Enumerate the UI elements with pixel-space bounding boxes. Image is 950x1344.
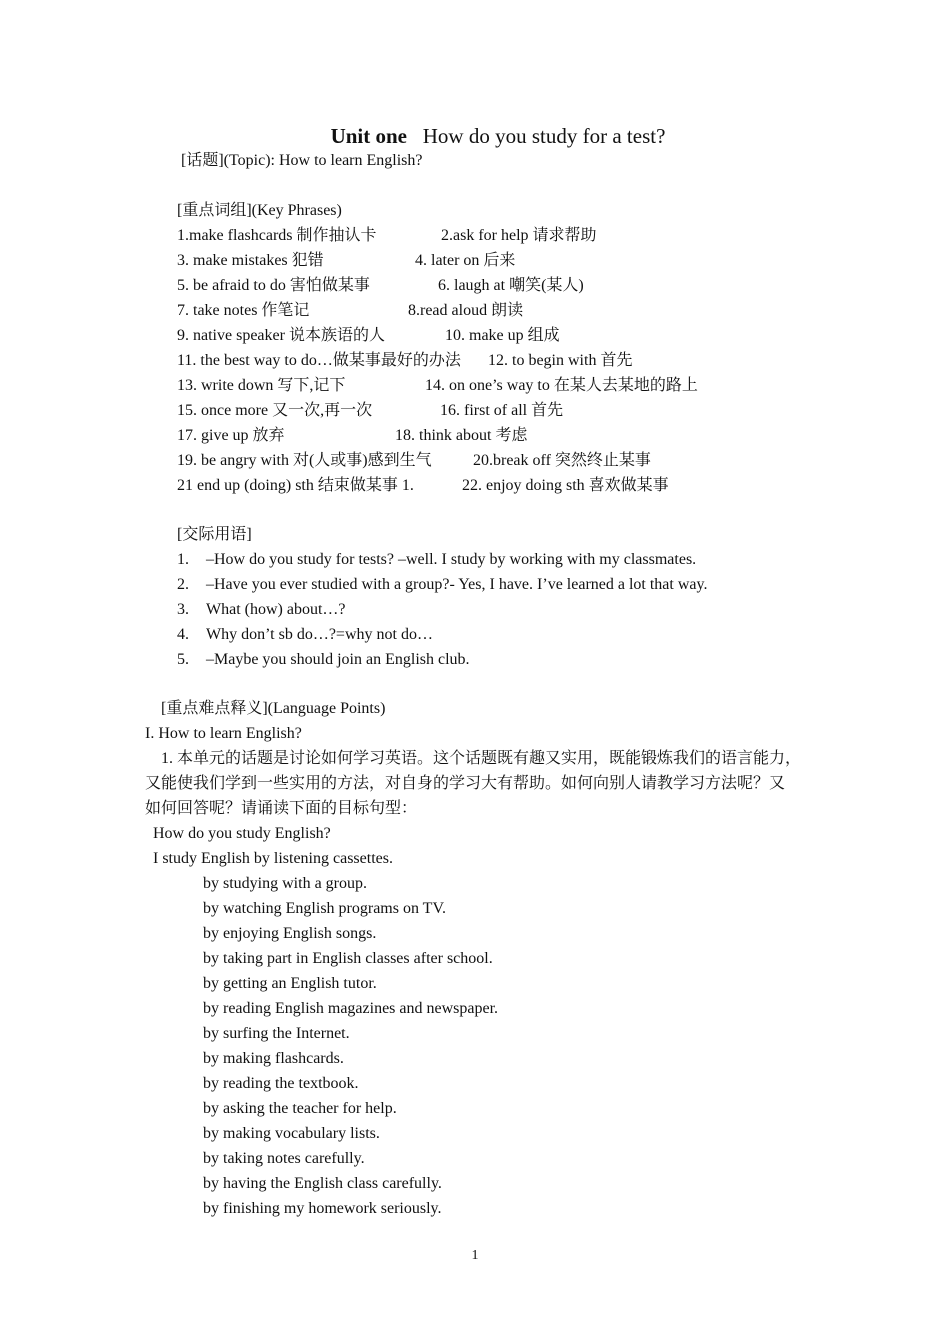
phrase-left: 9. native speaker 说本族语的人 [177,327,385,344]
phrase-right: 6. laugh at 嘲笑(某人) [438,277,584,294]
by-item: by asking the teacher for help. [203,1100,397,1117]
paragraph-line: 又能使我们学到一些实用的方法，对自身的学习大有帮助。如何向别人请教学习方法呢？又 [145,775,786,792]
by-item: by getting an English tutor. [203,975,377,992]
phrase-row [177,376,698,396]
by-item: by taking part in English classes after school. [203,950,493,967]
expression-item [177,550,697,570]
expression-number: 5. [177,651,189,668]
phrase-row [177,451,651,471]
phrase-right: 8.read aloud 朗读 [408,302,524,319]
phrase-row [177,326,560,346]
target-question: How do you study English? [153,825,331,842]
language-points-heading: [重点难点释义](Language Points) [161,700,386,717]
phrase-right: 2.ask for help 请求帮助 [441,227,597,244]
section-heading: I. How to learn English? [145,725,302,742]
expression-text: What (how) about…? [206,601,346,618]
expression-item [177,600,346,620]
by-item: by making vocabulary lists. [203,1125,380,1142]
title-unit: Unit one [330,124,408,148]
page-title [0,124,950,149]
phrase-right: 10. make up 组成 [445,327,560,344]
phrase-row [177,276,584,296]
phrase-row [177,251,516,271]
by-item: by surfing the Internet. [203,1025,350,1042]
by-item: by studying with a group. [203,875,367,892]
target-answer: I study English by listening cassettes. [153,850,393,867]
expression-text: –How do you study for tests? –well. I study by working with my classmates. [206,551,697,568]
phrase-right: 18. think about 考虑 [395,427,528,444]
phrase-left: 13. write down 写下,记下 [177,377,346,394]
by-item: by taking notes carefully. [203,1150,365,1167]
expression-number: 1. [177,551,189,568]
by-item: by finishing my homework seriously. [203,1200,442,1217]
phrase-left: 15. once more 又一次,再一次 [177,402,373,419]
expression-number: 2. [177,576,189,593]
by-item: by reading English magazines and newspaper. [203,1000,499,1017]
by-item: by making flashcards. [203,1050,344,1067]
phrase-right: 16. first of all 首先 [440,402,564,419]
phrase-right: 20.break off 突然终止某事 [473,452,651,469]
expressions-heading: [交际用语] [177,526,252,543]
expression-text: Why don’t sb do…?=why not do… [206,626,433,643]
title-question: How do you study for a test? [422,124,666,148]
phrase-left: 1.make flashcards 制作抽认卡 [177,227,377,244]
paragraph-line: 1. 本单元的话题是讨论如何学习英语。这个话题既有趣又实用，既能锻炼我们的语言能力， [161,750,802,767]
phrase-left: 21 end up (doing) sth 结束做某事 1. [177,477,414,494]
phrase-row [177,426,528,446]
phrase-left: 19. be angry with 对(人或事)感到生气 [177,452,432,469]
phrase-left: 7. take notes 作笔记 [177,302,310,319]
expression-text: –Maybe you should join an English club. [206,651,470,668]
phrase-left: 3. make mistakes 犯错 [177,252,324,269]
expression-number: 3. [177,601,189,618]
by-item: by having the English class carefully. [203,1175,442,1192]
phrase-right: 22. enjoy doing sth 喜欢做某事 [462,477,669,494]
key-phrases-heading: [重点词组](Key Phrases) [177,202,342,219]
expression-text: –Have you ever studied with a group?- Yes, I have. I’ve learned a lot that way. [206,576,708,593]
phrase-row [177,226,597,246]
phrase-left: 17. give up 放弃 [177,427,285,444]
by-item: by reading the textbook. [203,1075,359,1092]
expression-item [177,625,433,645]
phrase-right: 12. to begin with 首先 [488,352,633,369]
phrase-right: 14. on one’s way to 在某人去某地的路上 [425,377,698,394]
phrase-row [177,351,633,371]
phrase-left: 11. the best way to do…做某事最好的办法 [177,352,461,369]
expression-number: 4. [177,626,189,643]
phrase-row [177,401,564,421]
paragraph-line: 如何回答呢？请诵读下面的目标句型： [145,800,418,817]
expression-item [177,575,708,595]
topic-line: [话题](Topic): How to learn English? [181,152,423,169]
by-item: by enjoying English songs. [203,925,377,942]
expression-item [177,650,470,670]
page-number: 1 [471,1248,479,1263]
phrase-row [177,476,669,496]
phrase-row [177,301,524,321]
phrase-right: 4. later on 后来 [415,252,516,269]
phrase-left: 5. be afraid to do 害怕做某事 [177,277,370,294]
by-item: by watching English programs on TV. [203,900,446,917]
